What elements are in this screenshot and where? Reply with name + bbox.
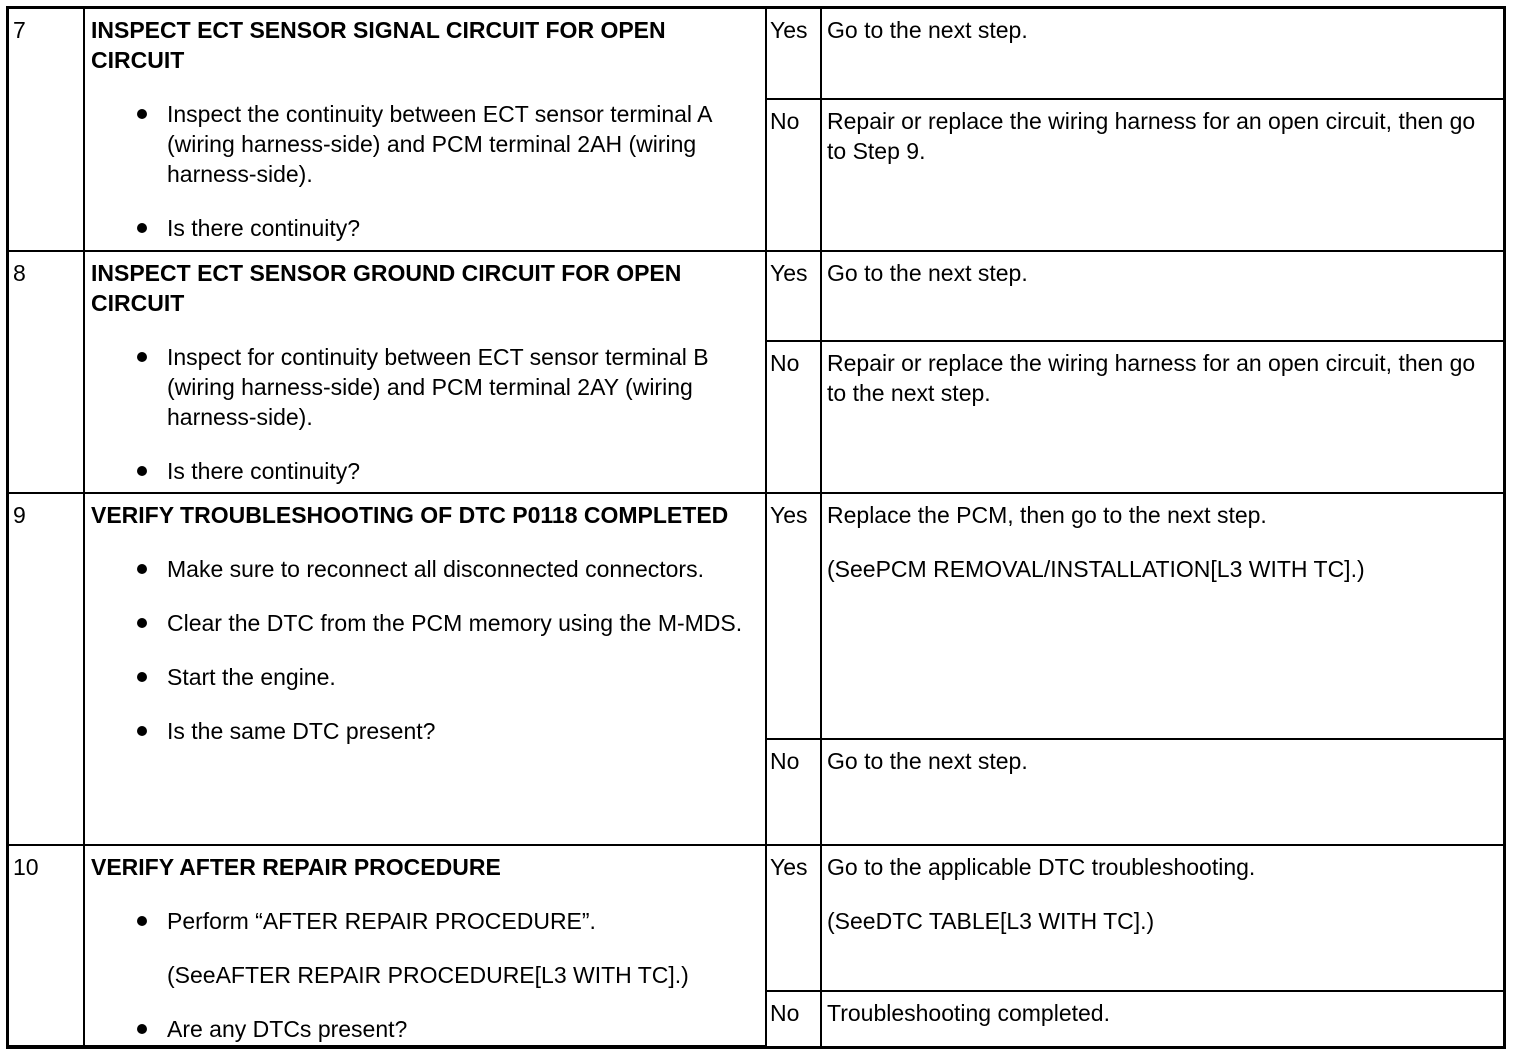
yes-label: Yes <box>766 845 821 991</box>
inspection-item: Inspect the continuity between ECT sensor terminal A (wiring harness-side) and PCM terminal 2AH (wiring harness-side). <box>91 99 759 189</box>
step-7-row <box>9 9 1503 99</box>
yes-label: Yes <box>766 251 821 341</box>
step-title: VERIFY AFTER REPAIR PROCEDURE <box>91 854 501 880</box>
step-8-row <box>9 251 1503 341</box>
step-number: 8 <box>9 251 84 493</box>
inspection-list <box>91 99 759 243</box>
no-action: Repair or replace the wiring harness for an open circuit, then go to the next step. <box>821 341 1503 493</box>
inspection-item: Is there continuity? <box>91 456 759 486</box>
yes-label: Yes <box>766 493 821 739</box>
step-inspection <box>84 845 766 1046</box>
step-title: VERIFY TROUBLESHOOTING OF DTC P0118 COMPLETED <box>91 502 729 528</box>
yes-action: Go to the next step. <box>821 9 1503 99</box>
step-10-row <box>9 845 1503 991</box>
inspection-item: Clear the DTC from the PCM memory using the M-MDS. <box>91 608 759 638</box>
no-label: No <box>766 99 821 251</box>
yes-action: Go to the applicable DTC troubleshooting. <box>827 854 1256 880</box>
yes-action-cell <box>821 493 1503 739</box>
no-label: No <box>766 991 821 1046</box>
reference-link[interactable]: (SeeDTC TABLE[L3 WITH TC].) <box>827 908 1155 934</box>
inspection-list <box>91 1014 759 1044</box>
troubleshooting-table <box>6 6 1506 1049</box>
inspection-item: Is there continuity? <box>91 213 759 243</box>
step-inspection <box>84 251 766 493</box>
yes-action-cell <box>821 845 1503 991</box>
step-inspection <box>84 493 766 845</box>
inspection-item: Is the same DTC present? <box>91 716 759 746</box>
reference-link[interactable]: (SeeAFTER REPAIR PROCEDURE[L3 WITH TC].) <box>167 962 689 988</box>
step-number: 9 <box>9 493 84 845</box>
inspection-list <box>91 906 759 936</box>
no-label: No <box>766 739 821 845</box>
no-action: Go to the next step. <box>821 739 1503 845</box>
inspection-item: Perform “AFTER REPAIR PROCEDURE”. <box>91 906 759 936</box>
yes-action: Replace the PCM, then go to the next step. <box>827 502 1267 528</box>
step-number: 10 <box>9 845 84 1046</box>
yes-action: Go to the next step. <box>821 251 1503 341</box>
yes-label: Yes <box>766 9 821 99</box>
step-title: INSPECT ECT SENSOR SIGNAL CIRCUIT FOR OPEN CIRCUIT <box>91 17 666 73</box>
no-label: No <box>766 341 821 493</box>
inspection-item: Inspect for continuity between ECT sensor terminal B (wiring harness-side) and PCM terminal 2AY (wiring harness-side). <box>91 342 759 432</box>
step-number: 7 <box>9 9 84 251</box>
inspection-item: Are any DTCs present? <box>91 1014 759 1044</box>
reference-link[interactable]: (SeePCM REMOVAL/INSTALLATION[L3 WITH TC].) <box>827 556 1365 582</box>
step-inspection <box>84 9 766 251</box>
inspection-list <box>91 342 759 486</box>
no-action: Repair or replace the wiring harness for an open circuit, then go to Step 9. <box>821 99 1503 251</box>
inspection-item: Start the engine. <box>91 662 759 692</box>
inspection-item: Make sure to reconnect all disconnected connectors. <box>91 554 759 584</box>
step-9-row <box>9 493 1503 739</box>
no-action: Troubleshooting completed. <box>821 991 1503 1046</box>
step-title: INSPECT ECT SENSOR GROUND CIRCUIT FOR OPEN CIRCUIT <box>91 260 682 316</box>
inspection-list <box>91 554 759 746</box>
